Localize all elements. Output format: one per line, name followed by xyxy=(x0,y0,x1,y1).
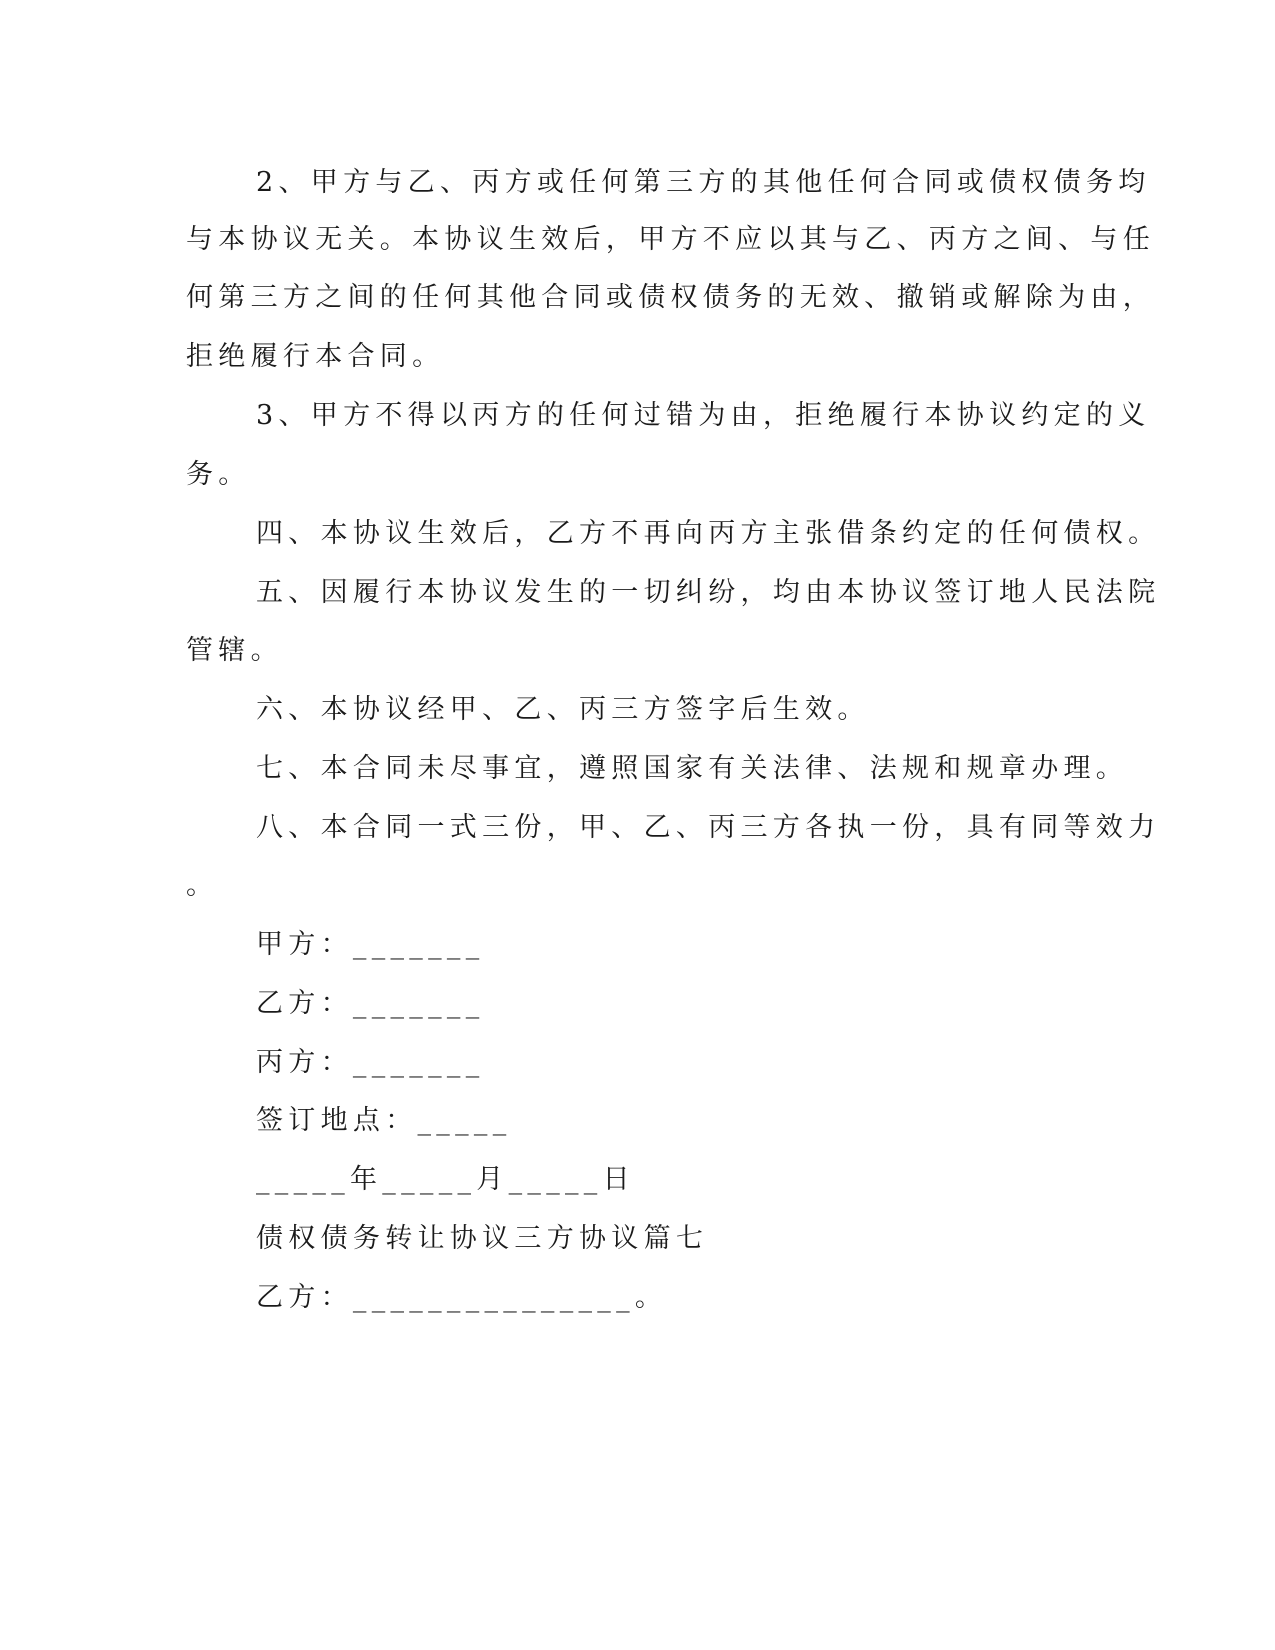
clause-8-line-2: 。 xyxy=(186,870,219,901)
clause-5-line-2: 管辖。 xyxy=(186,635,283,666)
signature-party-b: 乙方：_______ xyxy=(256,988,485,1019)
signing-date: _____年_____月_____日 xyxy=(256,1164,635,1195)
clause-3-3-line-2: 务。 xyxy=(186,459,251,490)
clause-3-2-line-1: 2、甲方与乙、丙方或任何第三方的其他任何合同或债权债务均 xyxy=(256,167,1151,198)
clause-3-3-line-1: 3、甲方不得以丙方的任何过错为由，拒绝履行本协议约定的义 xyxy=(256,400,1151,431)
clause-7: 七、本合同未尽事宜，遵照国家有关法律、法规和规章办理。 xyxy=(256,753,1129,784)
signing-place: 签订地点：_____ xyxy=(256,1105,512,1136)
clause-8-line-1: 八、本合同一式三份，甲、乙、丙三方各执一份，具有同等效力 xyxy=(256,812,1161,843)
clause-3-2-line-2: 与本协议无关。本协议生效后，甲方不应以其与乙、丙方之间、与任 xyxy=(186,224,1155,255)
signature-party-a: 甲方：_______ xyxy=(256,929,485,960)
clause-3-2-line-4: 拒绝履行本合同。 xyxy=(186,341,445,372)
clause-6: 六、本协议经甲、乙、丙三方签字后生效。 xyxy=(256,694,870,725)
clause-5-line-1: 五、因履行本协议发生的一切纠纷，均由本协议签订地人民法院 xyxy=(256,577,1161,608)
next-section-title: 债权债务转让协议三方协议篇七 xyxy=(256,1223,709,1254)
clause-4: 四、本协议生效后，乙方不再向丙方主张借条约定的任何债权。 xyxy=(256,518,1161,549)
signature-party-c: 丙方：_______ xyxy=(256,1047,485,1078)
next-party-b: 乙方：_______________。 xyxy=(256,1282,668,1313)
clause-3-2-line-3: 何第三方之间的任何其他合同或债权债务的无效、撤销或解除为由， xyxy=(186,282,1155,313)
